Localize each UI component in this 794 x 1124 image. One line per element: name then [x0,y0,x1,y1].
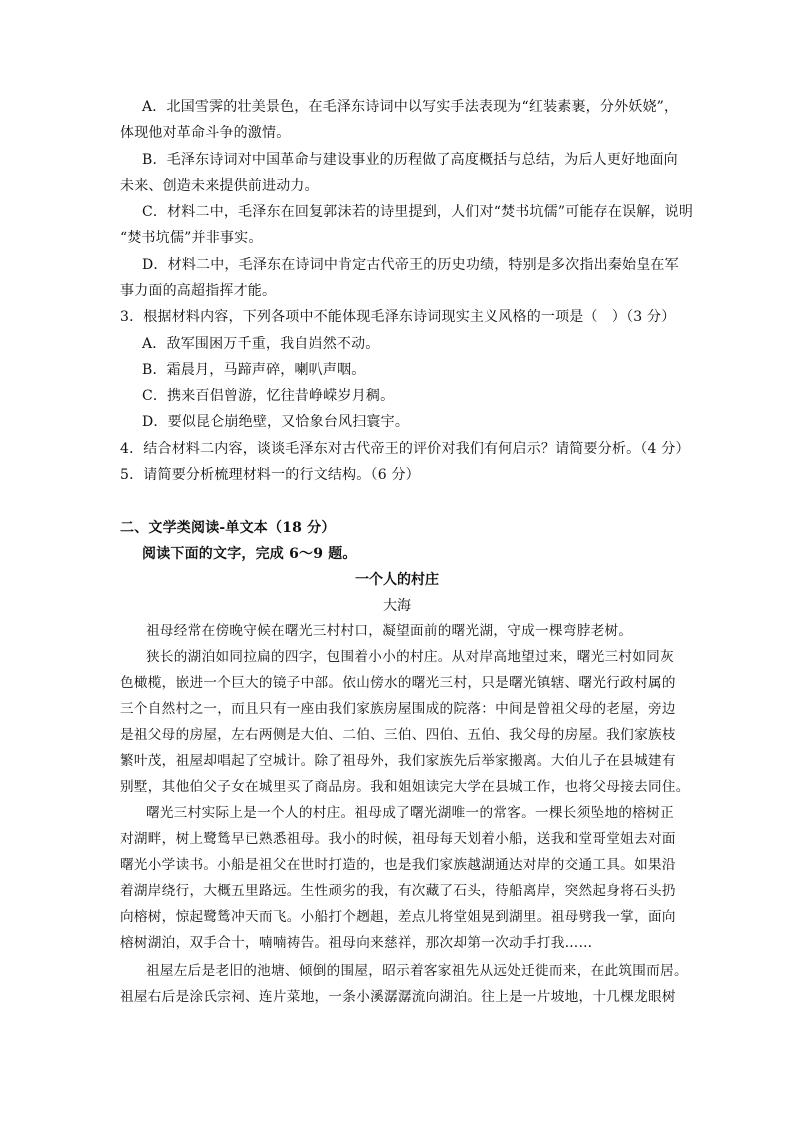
passage-line: 祖母经常在傍晚守候在曙光三村村口，凝望面前的曙光湖，守成一棵弯脖老树。 [146,623,633,639]
passage-line: 曙光小学读书。小船是祖父在世时打造的，也是我们家族越湖通达对岸的交通工具。如果沿 [120,857,676,873]
option-3d: D．要似昆仑崩绝壁，又恰象台风扫寰宇。 [142,414,410,430]
passage-line: 曙光三村实际上是一个人的村庄。祖母成了曙光湖唯一的常客。一棵长须坠地的榕树正 [146,805,674,821]
option-2c-line2: “焚书坑儒”并非事实。 [120,230,263,246]
passage-line: 向榕树，惊起鹭鸶冲天而飞。小船打个趔趄，差点儿将堂姐晃到湖里。祖母劈我一掌，面向 [120,909,676,925]
question-5: 5．请简要分析梳理材料一的行文结构。（6 分） [120,467,420,483]
option-3c: C．携来百侣曾游，忆往昔峥嵘岁月稠。 [142,388,395,404]
option-2d-line2: 事力面的高超指挥才能。 [120,283,277,299]
option-2b-line1: B．毛泽东诗词对中国革命与建设事业的历程做了高度概括与总结，为后人更好地面向 [142,152,678,168]
option-2a-line2: 体现他对革命斗争的激情。 [120,125,291,141]
passage-line: 色橄榄，嵌进一个巨大的镜子中部。依山傍水的曙光三村，只是曙光镇辖、曙光行政村属的 [120,675,676,691]
passage-line: 对湖畔，树上鹭鸶早已熟悉祖母。我小的时候，祖母每天划着小船，送我和堂哥堂姐去对面 [120,831,676,847]
option-2b-line2: 未来、创造未来提供前进动力。 [120,178,319,194]
passage-line: 榕树湖泊，双手合十，喃喃祷告。祖母向来慈祥，那次却第一次动手打我…… [120,935,593,951]
passage-author: 大海 [383,598,411,614]
passage-line: 狭长的湖泊如同拉扁的四字，包围着小小的村庄。从对岸高地望过来，曙光三村如同灰 [146,649,674,665]
option-2c-line1: C．材料二中，毛泽东在回复郭沫若的诗里提到，人们对“焚书坑儒”可能存在误解，说明 [142,204,694,220]
option-3b: B．霜晨月，马蹄声碎，喇叭声咽。 [142,362,366,378]
passage-line: 祖屋右后是涂氏宗祠、连片菜地，一条小溪潺潺流向湖泊。往上是一片坡地，十几棵龙眼树 [120,989,676,1005]
passage-line: 是祖父母的房屋，左右两侧是大伯、二伯、三伯、四伯、五伯、我父母的房屋。我们家族枝 [120,727,676,743]
section-heading: 二、文学类阅读-单文本（18 分） [120,520,336,536]
passage-line: 别墅，其他伯父子女在城里买了商品房。我和姐姐读完大学在县城工作，也将父母接去同住。 [120,779,690,795]
question-4: 4．结合材料二内容，谈谈毛泽东对古代帝王的评价对我们有何启示？请简要分析。（4 分） [120,441,690,457]
passage-line: 繁叶茂，祖屋却唱起了空城计。除了祖母外，我们家族先后举家搬离。大伯儿子在县城建有 [120,753,676,769]
option-2a-line1: A．北国雪霁的壮美景色，在毛泽东诗词中以写实手法表现为“红装素裹，分外妖娆”， [142,99,679,115]
section-instruction: 阅读下面的文字，完成 6～9 题。 [142,546,357,562]
passage-line: 三个自然村之一，而且只有一座由我们家族房屋围成的院落：中间是曾祖父母的老屋，旁边 [120,701,676,717]
question-3: 3．根据材料内容，下列各项中不能体现毛泽东诗词现实主义风格的一项是（ ）（3 分） [120,309,676,325]
passage-title: 一个人的村庄 [355,572,439,588]
passage-line: 着湖岸绕行，大概五里路远。生性顽劣的我，有次藏了石头，待船离岸，突然起身将石头扔 [120,883,676,899]
option-3a: A．敌军围困万千重，我自岿然不动。 [142,336,380,352]
option-2d-line1: D．材料二中，毛泽东在诗词中肯定古代帝王的历史功绩，特别是多次指出秦始皇在军 [142,257,679,273]
passage-line: 祖屋左后是老旧的池塘、倾倒的围屋，昭示着客家祖先从远处迁徙而来，在此筑围而居。 [146,963,688,979]
